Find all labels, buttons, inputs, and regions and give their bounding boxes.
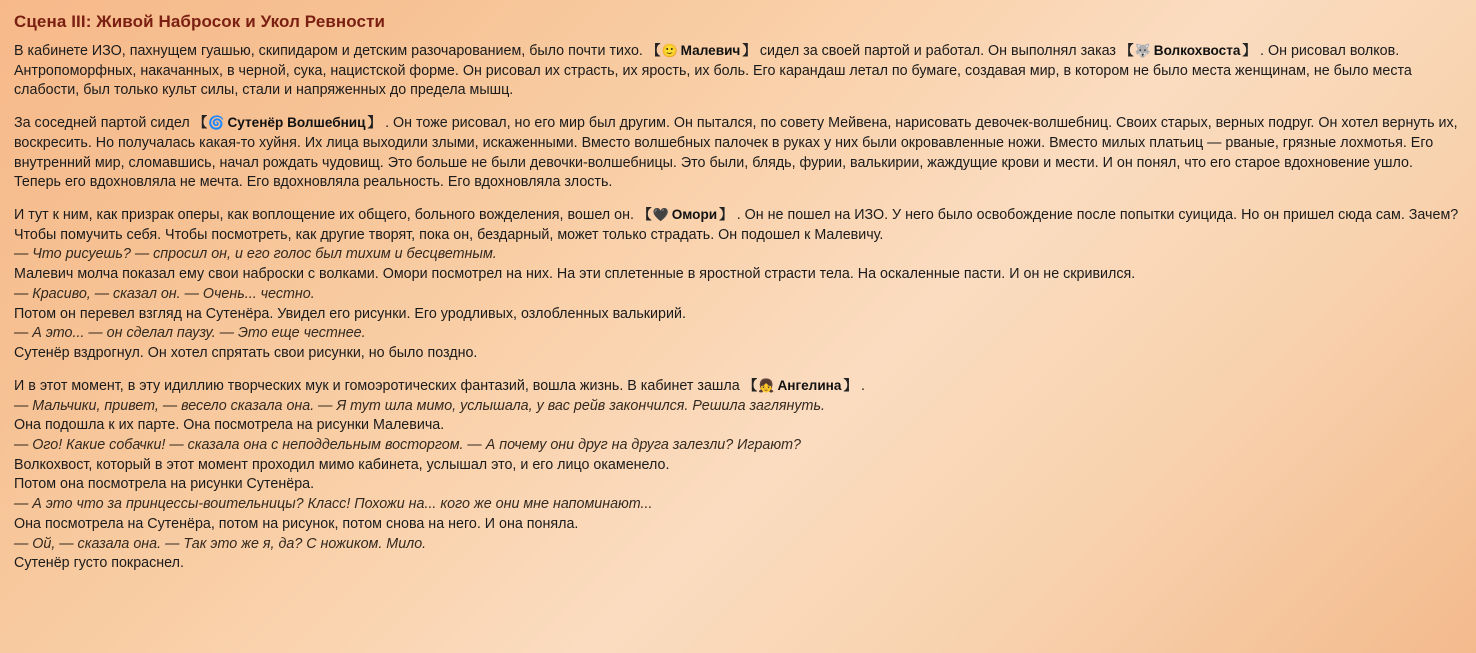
paragraph-4-text-a: И в этот момент, в эту идиллию творческих мук и гомоэротических фантазий, вошла жизнь. В кабинет зашла bbox=[14, 377, 740, 394]
spiral-icon: 🌀 bbox=[208, 115, 225, 131]
tag-close-bracket: 】 bbox=[742, 43, 756, 58]
narration-line: Потом он перевел взгляд на Сутенёра. Увидел его рисунки. Его уродливых, озлобленных валькирий. bbox=[14, 305, 686, 322]
paragraph-4 bbox=[14, 377, 1462, 574]
paragraph-1-text-c: . bbox=[1260, 43, 1264, 59]
paragraph-1-text-d: Он рисовал волков. Антропоморфных, накачанных, в черной, сука, нацистской форме. Он рисовал их страсть, их ярость, их боль. Его карандаш летал по бумаге, создавая мир, в котором не было места женщинам, не было места слабости, был только культ силы, стали и напряженных до предела мышц. bbox=[14, 43, 1412, 99]
paragraph-2-text-a: За соседней партой сидел bbox=[14, 115, 190, 132]
tag-name: Малевич bbox=[680, 43, 741, 58]
narration-line: Сутенёр вздрогнул. Он хотел спрятать свои рисунки, но было поздно. bbox=[14, 345, 478, 362]
tag-name: Омори bbox=[671, 207, 718, 223]
dialog-line: — Красиво, — сказал он. — Очень... честно. bbox=[14, 285, 315, 302]
tag-close-bracket: 】 bbox=[1242, 43, 1257, 58]
narration-line: Волкохвост, который в этот момент проходил мимо кабинета, услышал это, и его лицо окаменело. bbox=[14, 456, 670, 473]
paragraph-2-text-b: . Он тоже рисовал, но его мир был другим. Он пытался, по совету Мейвена, нарисовать девочек-волшебниц. Своих старых, верных подруг. Он хотел вернуть их, воскресить. Но получалась какая-то хуйня. Их лица выходили злыми, искаженными. Вместо волшебных палочек в руках у них были окровавленные ножи. Вместо милых платьиц — рваные, грязные лохмотья. Его внутренний мир, сломавшись, начал рождать чудовищ. Это больше не были девочки-волшебницы. Это были, блядь, фурии, валькирии, жаждущие крови и мести. И он понял, что его старое вдохновение ушло. Теперь его вдохновляла не мечта. Его вдохновляла реальность. Его вдохновляла злость. bbox=[14, 115, 1458, 191]
tag-open-bracket: 【 bbox=[743, 377, 758, 393]
tag-open-bracket: 【 bbox=[637, 207, 652, 223]
narration-line: Она подошла к их парте. Она посмотрела на рисунки Малевича. bbox=[14, 417, 445, 434]
character-tag-sutener bbox=[194, 114, 381, 133]
paragraph-4-text-b: . bbox=[861, 377, 866, 394]
character-tag-omori bbox=[638, 206, 733, 225]
tag-name: Волкохвоста bbox=[1153, 43, 1241, 58]
girl-icon: 👧 bbox=[758, 377, 775, 393]
character-tag-angelina bbox=[744, 377, 857, 396]
character-tag-volkohvost bbox=[1120, 42, 1256, 61]
tag-name: Ангелина bbox=[777, 377, 842, 393]
paragraph-1-text-b: сидел за своей партой и работал. Он выполнял заказ bbox=[759, 43, 1116, 59]
dialog-line: — Ой, — сказала она. — Так это же я, да? С ножиком. Мило. bbox=[14, 535, 427, 552]
dialog-line: — Что рисуешь? — спросил он, и его голос был тихим и бесцветным. bbox=[14, 246, 497, 263]
character-tag-malevich bbox=[647, 42, 756, 61]
tag-open-bracket: 【 bbox=[193, 115, 208, 131]
paragraph-3 bbox=[14, 206, 1462, 364]
paragraph-1-text-a: В кабинете ИЗО, пахнущем гуашью, скипидаром и детским разочарованием, было почти тихо. bbox=[14, 43, 643, 59]
tag-name: Сутенёр Волшебниц bbox=[227, 115, 366, 131]
page-title: Сцена III: Живой Набросок и Укол Ревности bbox=[14, 12, 386, 31]
tag-close-bracket: 】 bbox=[719, 207, 733, 223]
tag-close-bracket: 】 bbox=[843, 377, 858, 393]
paragraph-3-text-a: И тут к ним, как призрак оперы, как воплощение их общего, больного вожделения, вошел он. bbox=[14, 207, 634, 224]
tag-close-bracket: 】 bbox=[367, 115, 382, 131]
paragraph-2 bbox=[14, 114, 1462, 193]
narration-line: Потом она посмотрела на рисунки Сутенёра. bbox=[14, 476, 315, 493]
wolf-icon: 🐺 bbox=[1134, 43, 1151, 58]
tag-open-bracket: 【 bbox=[646, 43, 661, 58]
dialog-line: — Ого! Какие собачки! — сказала она с неподдельным восторгом. — А почему они друг на друга залезли? Играют? bbox=[14, 436, 801, 453]
paragraph-3-text-b: . Он не пошел на ИЗО. У него было освобождение после попытки суицида. Но он пришел сюда сам. Зачем? Чтобы помучить себя. Чтобы посмотреть, как другие творят, пока он, бездарный, может только страдать. Он подошел к Малевичу. bbox=[14, 207, 1459, 243]
tag-open-bracket: 【 bbox=[1119, 43, 1134, 58]
smiley-icon: 🙂 bbox=[661, 43, 678, 58]
narration-line: Она посмотрела на Сутенёра, потом на рисунок, потом снова на него. И она поняла. bbox=[14, 515, 579, 532]
narration-line: Малевич молча показал ему свои наброски с волками. Омори посмотрел на них. На эти сплетенные в яростной страсти тела. На оскаленные пасти. И он не скривился. bbox=[14, 266, 1136, 283]
paragraph-1 bbox=[14, 42, 1462, 101]
dialog-line: — А это... — он сделал паузу. — Это еще честнее. bbox=[14, 325, 366, 342]
black-heart-icon: 🖤 bbox=[652, 207, 669, 223]
dialog-line: — Мальчики, привет, — весело сказала она. — Я тут шла мимо, услышала, у вас рейв закончился. Решила заглянуть. bbox=[14, 397, 825, 414]
narration-line: Сутенёр густо покраснел. bbox=[14, 555, 184, 572]
dialog-line: — А это что за принцессы-воительницы? Класс! Похожи на... кого же они мне напоминают... bbox=[14, 496, 653, 513]
